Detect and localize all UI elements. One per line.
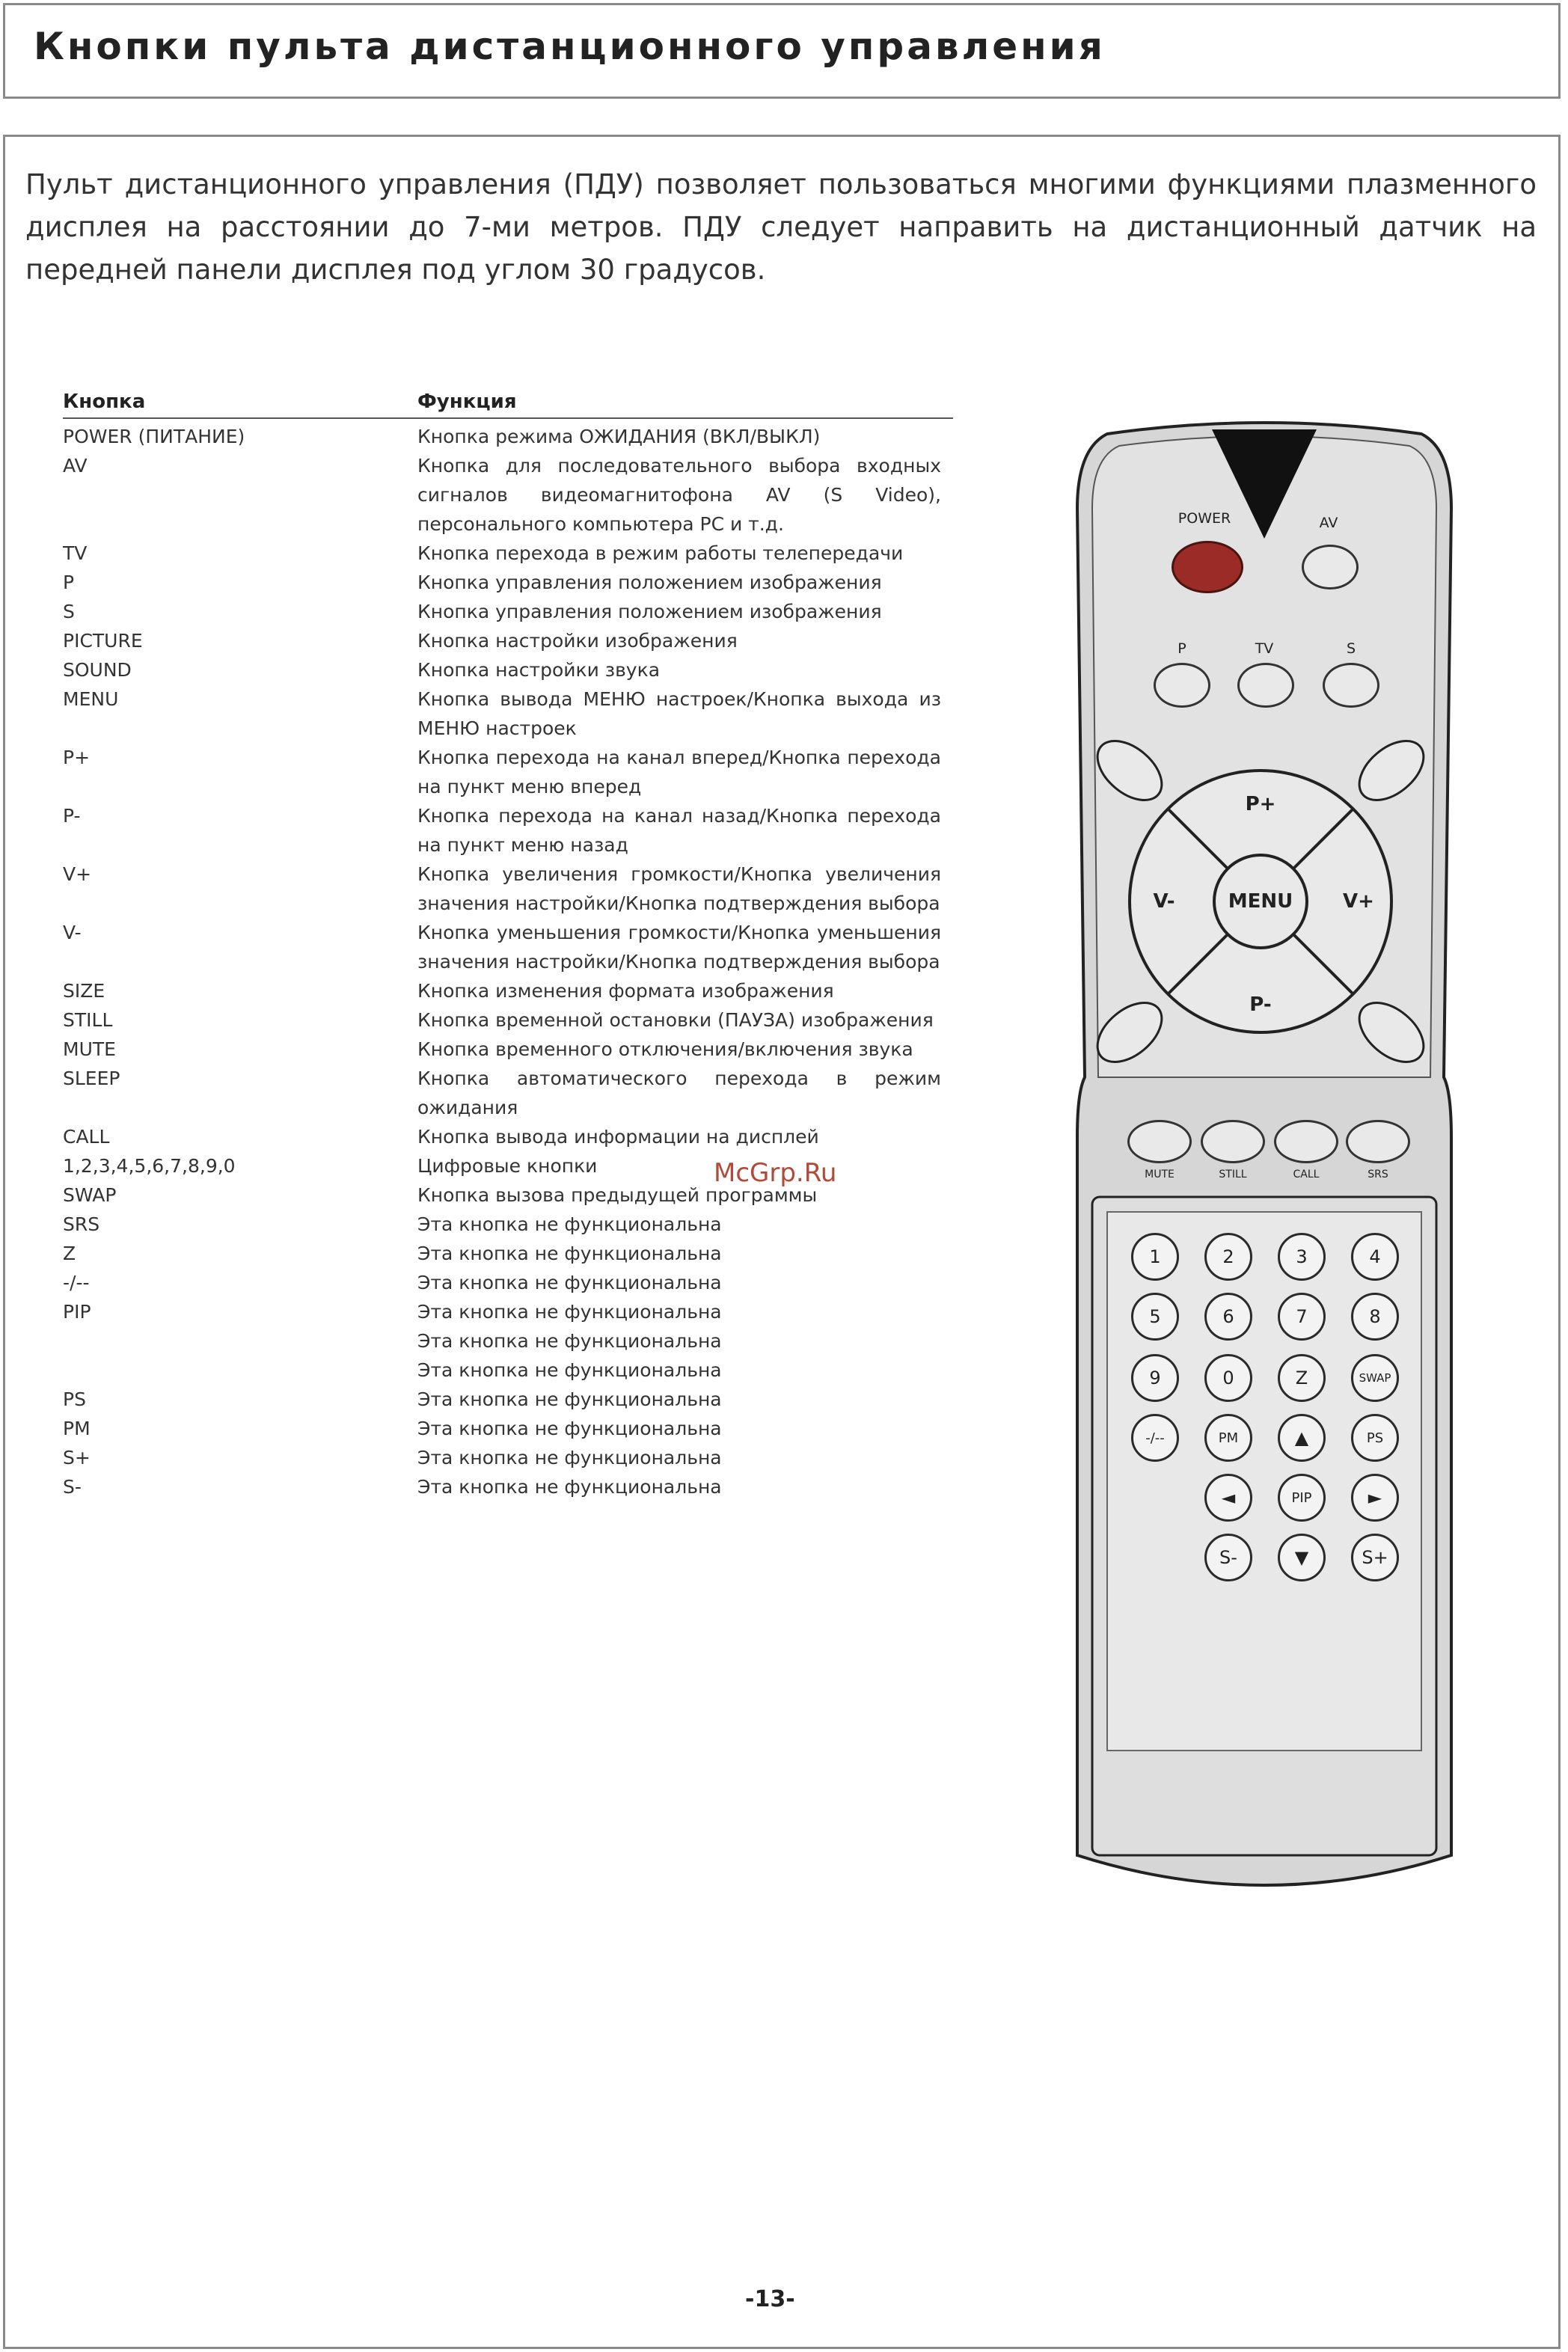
power-button[interactable]	[1172, 541, 1243, 593]
table-body	[63, 422, 953, 1501]
keypad-button[interactable]: Z	[1278, 1354, 1326, 1402]
function-description-cell: Кнопка перехода на канал вперед/Кнопка перехода на пункт меню вперед	[417, 747, 941, 797]
function-description-cell: Эта кнопка не функциональна	[417, 1213, 722, 1235]
button-name-cell: TV	[63, 542, 88, 564]
keypad-button[interactable]: SWAP	[1351, 1354, 1399, 1402]
s-button[interactable]	[1323, 663, 1379, 708]
table-row	[63, 860, 953, 918]
keypad-button[interactable]: PM	[1204, 1414, 1252, 1462]
table-row	[63, 801, 953, 860]
button-name-cell: SLEEP	[63, 1068, 120, 1089]
keypad-button[interactable]: 8	[1351, 1293, 1399, 1341]
table-row	[63, 1297, 953, 1326]
table-row	[63, 451, 953, 539]
button-name-cell: CALL	[63, 1126, 110, 1148]
button-name-cell: S	[63, 601, 75, 622]
function-description-cell: Эта кнопка не функциональна	[417, 1359, 722, 1381]
function-description-cell: Кнопка перехода на канал назад/Кнопка перехода на пункт меню назад	[417, 805, 941, 856]
keypad-button[interactable]: 9	[1131, 1354, 1179, 1402]
button-name-cell: S+	[63, 1447, 91, 1469]
button-name-cell: SWAP	[63, 1184, 117, 1206]
button-name-cell: AV	[63, 455, 88, 477]
table-row	[63, 422, 953, 451]
table-row	[63, 1472, 953, 1501]
button-name-cell: V+	[63, 863, 92, 885]
button-name-cell: PM	[63, 1418, 91, 1439]
keypad-button[interactable]: 2	[1204, 1233, 1252, 1281]
table-row	[63, 1385, 953, 1414]
button-name-cell: P	[63, 572, 75, 593]
tv-label: TV	[1255, 640, 1274, 657]
button-name-cell: STILL	[63, 1009, 113, 1031]
keypad-button[interactable]: ▲	[1278, 1414, 1326, 1462]
mute-button[interactable]	[1127, 1120, 1192, 1163]
function-description-cell: Кнопка временной остановки (ПАУЗА) изображения	[417, 1009, 934, 1031]
table-row	[63, 1268, 953, 1297]
table-row	[63, 1005, 953, 1035]
button-name-cell: SOUND	[63, 659, 132, 681]
button-name-cell: POWER (ПИТАНИЕ)	[63, 426, 245, 447]
function-description-cell: Кнопка временного отключения/включения звука	[417, 1038, 913, 1060]
table-row	[63, 918, 953, 976]
keypad-button[interactable]: ►	[1351, 1474, 1399, 1522]
function-description-cell: Кнопка увеличения громкости/Кнопка увеличения значения настройки/Кнопка подтверждения выбора	[417, 863, 941, 914]
table-row	[63, 626, 953, 655]
function-description-cell: Эта кнопка не функциональна	[417, 1447, 722, 1469]
button-name-cell: V-	[63, 922, 82, 943]
function-description-cell: Кнопка для последовательного выбора входных сигналов видеомагнитофона AV (S Video), персонального компьютера PC и т.д.	[417, 455, 941, 535]
mute-label: MUTE	[1145, 1169, 1175, 1180]
keypad-button[interactable]: -/--	[1131, 1414, 1179, 1462]
p-label: P	[1177, 640, 1186, 657]
page-title: Кнопки пульта дистанционного управления	[34, 25, 1106, 68]
table-row	[63, 1443, 953, 1472]
keypad-button[interactable]: 4	[1351, 1233, 1399, 1281]
function-description-cell: Кнопка настройки изображения	[417, 630, 738, 652]
function-description-cell: Кнопка настройки звука	[417, 659, 661, 681]
v-plus-label[interactable]: V+	[1343, 890, 1374, 913]
call-button[interactable]	[1274, 1120, 1338, 1163]
table-row	[63, 597, 953, 626]
table-row	[63, 539, 953, 568]
button-name-cell: 1,2,3,4,5,6,7,8,9,0	[63, 1155, 236, 1177]
keypad-button[interactable]: 3	[1278, 1233, 1326, 1281]
function-description-cell: Эта кнопка не функциональна	[417, 1301, 722, 1323]
table-row	[63, 568, 953, 597]
button-name-cell	[63, 1326, 417, 1356]
function-description-cell: Кнопка уменьшения громкости/Кнопка уменьшения значения настройки/Кнопка подтверждения выбора	[417, 922, 941, 973]
button-name-cell: -/--	[63, 1272, 90, 1293]
function-description-cell: Эта кнопка не функциональна	[417, 1418, 722, 1439]
table-header	[63, 391, 953, 419]
tv-button[interactable]	[1237, 663, 1294, 708]
keypad-button[interactable]: ▼	[1278, 1534, 1326, 1581]
function-description-cell: Эта кнопка не функциональна	[417, 1476, 722, 1498]
button-name-cell: MENU	[63, 688, 119, 710]
v-minus-label[interactable]: V-	[1153, 890, 1175, 913]
intro-paragraph: Пульт дистанционного управления (ПДУ) позволяет пользоваться многими функциями плазменного дисплея на расстоянии до 7-ми метров. ПДУ следует направить на дистанционный датчик на передней панели дисплея под углом 30 градусов.	[25, 168, 1537, 286]
table-row	[63, 1035, 953, 1064]
function-description-cell: Кнопка перехода в режим работы телепередачи	[417, 542, 904, 564]
s-label: S	[1346, 640, 1356, 657]
button-name-cell: MUTE	[63, 1038, 116, 1060]
button-name-cell: P-	[63, 805, 81, 827]
table-row	[63, 1414, 953, 1443]
function-description-cell: Эта кнопка не функциональна	[417, 1272, 722, 1293]
keypad-button[interactable]: 0	[1204, 1354, 1252, 1402]
button-name-cell: SIZE	[63, 980, 105, 1002]
table-row	[63, 655, 953, 685]
button-name-cell: PIP	[63, 1301, 91, 1323]
button-name-cell: S-	[63, 1476, 82, 1498]
table-row	[63, 1356, 953, 1385]
function-description-cell: Кнопка автоматического перехода в режим ожидания	[417, 1068, 941, 1118]
keypad-button[interactable]: PS	[1351, 1414, 1399, 1462]
keypad-button[interactable]: 5	[1131, 1293, 1179, 1341]
srs-label: SRS	[1368, 1169, 1388, 1180]
button-name-cell: PICTURE	[63, 630, 143, 652]
column-header-key: Кнопка	[63, 391, 146, 413]
table-row	[63, 1239, 953, 1268]
power-label: POWER	[1177, 510, 1231, 527]
function-description-cell: Кнопка вывода информации на дисплей	[417, 1126, 819, 1148]
function-description-cell: Кнопка изменения формата изображения	[417, 980, 834, 1002]
function-description-cell: Кнопка управления положением изображения	[417, 601, 882, 622]
function-description-cell: Кнопка режима ОЖИДАНИЯ (ВКЛ/ВЫКЛ)	[417, 426, 821, 447]
button-name-cell	[63, 1356, 417, 1385]
function-description-cell: Эта кнопка не функциональна	[417, 1330, 722, 1352]
menu-button[interactable]: MENU	[1228, 890, 1293, 913]
button-name-cell: SRS	[63, 1213, 100, 1235]
call-label: CALL	[1293, 1169, 1320, 1180]
keypad-button[interactable]: 1	[1131, 1233, 1179, 1281]
column-header-function: Функция	[417, 391, 517, 413]
button-name-cell: P+	[63, 747, 91, 768]
still-button[interactable]	[1201, 1120, 1265, 1163]
srs-button[interactable]	[1346, 1120, 1410, 1163]
p-button[interactable]	[1154, 663, 1210, 708]
table-row	[63, 1122, 953, 1151]
keypad-button[interactable]: PIP	[1278, 1474, 1326, 1522]
keypad-button[interactable]: 6	[1204, 1293, 1252, 1341]
keypad-button[interactable]: 7	[1278, 1293, 1326, 1341]
p-minus-label[interactable]: P-	[1249, 993, 1272, 1016]
function-description-cell: Кнопка управления положением изображения	[417, 572, 882, 593]
table-row	[63, 1064, 953, 1122]
keypad-button[interactable]: S+	[1351, 1534, 1399, 1581]
table-row	[63, 685, 953, 743]
av-button[interactable]	[1302, 545, 1359, 589]
remote-control-illustration	[1062, 419, 1466, 1915]
still-label: STILL	[1219, 1169, 1247, 1180]
watermark: McGrp.Ru	[714, 1158, 837, 1188]
av-label: AV	[1319, 515, 1338, 531]
function-description-cell: Эта кнопка не функциональна	[417, 1388, 722, 1410]
table-row	[63, 976, 953, 1005]
title-box	[3, 3, 1561, 99]
page-number: -13-	[745, 2286, 795, 2312]
table-row	[63, 743, 953, 801]
function-table	[63, 391, 953, 1501]
p-plus-label[interactable]: P+	[1245, 793, 1276, 815]
button-name-cell: PS	[63, 1388, 86, 1410]
function-description-cell: Кнопка вызова предыдущей программы	[417, 1184, 818, 1206]
function-description-cell: Цифровые кнопки	[417, 1155, 598, 1177]
table-row	[63, 1326, 953, 1356]
keypad-button[interactable]: S-	[1204, 1534, 1252, 1581]
function-description-cell: Кнопка вывода МЕНЮ настроек/Кнопка выхода из МЕНЮ настроек	[417, 688, 941, 739]
keypad-button[interactable]: ◄	[1204, 1474, 1252, 1522]
button-name-cell: Z	[63, 1243, 76, 1264]
function-description-cell: Эта кнопка не функциональна	[417, 1243, 722, 1264]
table-row	[63, 1210, 953, 1239]
